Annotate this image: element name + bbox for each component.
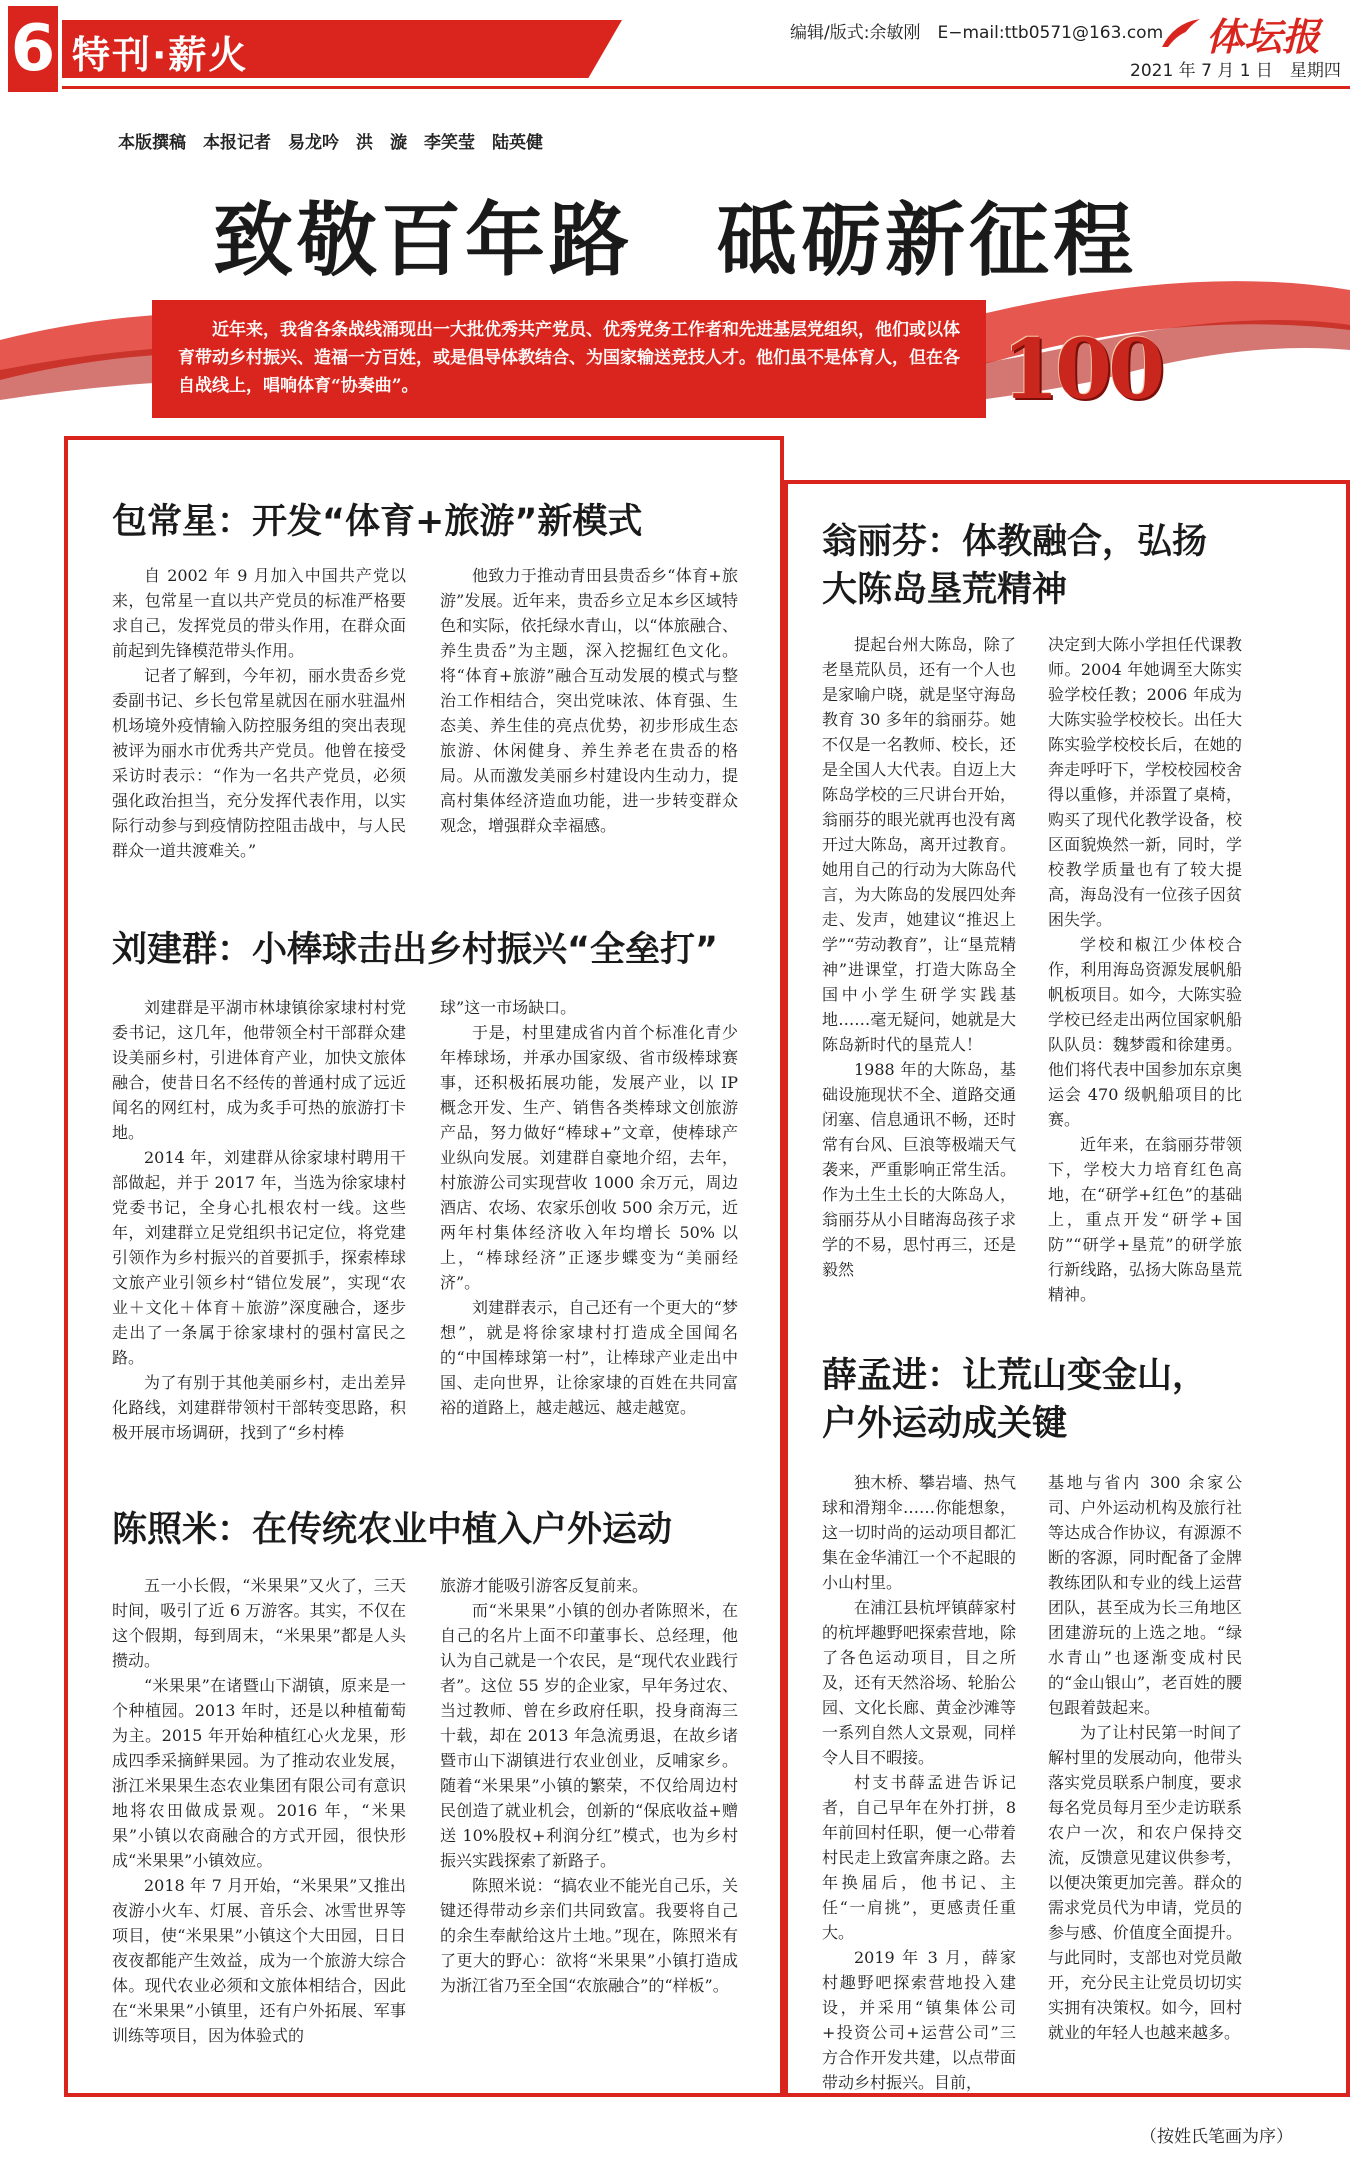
article-title-xue [822,1352,1207,1448]
paragraph: 而“米果果”小镇的创办者陈照米，在自己的名片上面不印董事长、总经理，他认为自己就是一个农民，是“现代农业践行者”。这位 55 岁的企业家，早年务过农、当过教师、曾在乡政府任职，投身商海三十载，却在 2013 年急流勇退，在故乡诸暨市山下湖镇进行农业创业，反哺家乡。随着“米果果”小镇的繁荣，不仅给周边村民创造了就业机会，创新的“保底收益+赠送 10%股权+利润分红”模式，也为乡村振兴实践探索了新路子。 [440,1601,738,1870]
byline: 本版撰稿 本报记者 易龙吟 洪 漩 李笑莹 陆英健 [118,133,543,153]
paragraph: 提起台州大陈岛，除了老垦荒队员，还有一个人也是家喻户晓，就是坚守海岛教育 30 多年的翁丽芬。她不仅是一名教师、校长，还是全国人大代表。自迈上大陈岛学校的三尺讲台开始，翁丽芬的眼光就再也没有离开过大陈岛，离开过教育。她用自己的行动为大陈岛代言，为大陈岛的发展四处奔走、发声，她建议“推迟上学”“劳动教育”，让“垦荒精神”进课堂，打造大陈岛全国中小学生研学实践基地……毫无疑问，她就是大陈岛新时代的垦荒人！ [822,635,1016,1054]
torch-icon [1160,17,1202,51]
paragraph: 独木桥、攀岩墙、热气球和滑翔伞……你能想象，这一切时尚的运动项目都汇集在金华浦江一个不起眼的小山村里。 [822,1473,1016,1592]
paragraph: 球”这一市场缺口。 [440,998,577,1017]
ordering-note: （按姓氏笔画为序） [1140,2127,1293,2147]
article-title-chen: 陈照米：在传统农业中植入户外运动 [112,1510,673,1550]
article-xue-col1 [822,1470,1016,2095]
paragraph: 刘建群表示，自己还有一个更大的“梦想”，就是将徐家埭村打造成全国闻名的“中国棒球第一村”，让棒球产业走出中国、走向世界，让徐家埭的百姓在共同富裕的道路上，越走越远、越走越宽。 [440,1298,738,1417]
page-number: 6 [8,6,58,92]
paragraph: 决定到大陈小学担任代课教师。2004 年她调至大陈实验学校任教；2006 年成为大陈实验学校校长。出任大陈实验学校校长后，在她的奔走呼吁下，学校校园校舍得以重修，并添置了桌椅，购买了现代化教学设备，校区面貌焕然一新，同时，学校教学质量也有了较大提高，海岛没有一位孩子因贫困失学。 [1048,635,1242,929]
paragraph: 他致力于推动青田县贵岙乡“体育+旅游”发展。近年来，贵岙乡立足本乡区域特色和实际，依托绿水青山，以“体旅融合、养生贵岙”为主题，深入挖掘红色文化。将“体育+旅游”融合互动发展的模式与整治工作相结合，突出党味浓、体育强、生态美、养生佳的亮点优势，初步形成生态旅游、休闲健身、养生养老在贵岙的格局。从而激发美丽乡村建设内生动力，提高村集体经济造血功能，进一步转变群众观念，增强群众幸福感。 [440,566,738,835]
article-title-weng [822,518,1207,614]
title-line: 翁丽芬：体教融合，弘扬 [822,522,1208,562]
title-line: 户外运动成关键 [822,1404,1068,1444]
intro-box [152,300,986,418]
paragraph: 刘建群是平湖市林埭镇徐家埭村村党委书记，这几年，他带领全村干部群众建设美丽乡村，引进体育产业，加快文旅体融合，使昔日名不经传的普通村成了远近闻名的网红村，成为炙手可热的旅游打卡地。 [112,998,406,1142]
title-line: 薛孟进：让荒山变金山， [822,1356,1208,1396]
article-liu-col1 [112,995,406,1445]
section-title: 特刊·薪火 [72,33,249,77]
paragraph: 旅游才能吸引游客反复前来。 [440,1576,649,1595]
paragraph: 学校和椒江少体校合作，利用海岛资源发展帆船帆板项目。如今，大陈实验学校已经走出两位国家帆船队队员：魏梦霞和徐建勇。他们将代表中国参加东京奥运会 470 级帆船项目的比赛。 [1048,935,1242,1129]
article-chen-col2 [440,1573,738,1998]
article-title-liu: 刘建群：小棒球击出乡村振兴“全垒打” [112,930,719,970]
paragraph: 近年来，在翁丽芬带领下，学校大力培育红色高地，在“研学+红色”的基础上，重点开发“研学+国防”“研学+垦荒”的研学旅行新线路，弘扬大陈岛垦荒精神。 [1048,1135,1242,1304]
paragraph: “米果果”在诸暨山下湖镇，原来是一个种植园。2013 年时，还是以种植葡萄为主。2015 年开始种植红心火龙果，形成四季采摘鲜果园。为了推动农业发展，浙江米果果生态农业集团有限公司有意识地将农田做成景观。2016 年，“米果果”小镇以农商融合的方式开园，很快形成“米果果”小镇效应。 [112,1676,406,1870]
paragraph: 2018 年 7 月开始，“米果果”又推出夜游小火车、灯展、音乐会、冰雪世界等项目，使“米果果”小镇这个大田园，日日夜夜都能产生效益，成为一个旅游大综合体。现代农业必须和文旅体相结合，因此在“米果果”小镇里，还有户外拓展、军事训练等项目，因为体验式的 [112,1876,406,2045]
paragraph: 村支书薛孟进告诉记者，自己早年在外打拼，8 年前回村任职，便一心带着村民走上致富奔康之路。去年换届后，他书记、主任“一肩挑”，更感责任重大。 [822,1773,1016,1942]
page-headline: 致敬百年路 砥砺新征程 [213,194,1137,287]
paragraph: 2019 年 3 月，薛家村趣野吧探索营地投入建设，并采用“镇集体公司+投资公司+运营公司”三方合作开发共建，以点带面带动乡村振兴。目前， [822,1948,1016,2092]
article-liu-col2 [440,995,738,1420]
paragraph: 2014 年，刘建群从徐家埭村聘用干部做起，并于 2017 年，当选为徐家埭村党委书记，全身心扎根农村一线。这些年，刘建群立足党组织书记定位，将党建引领作为乡村振兴的首要抓手，探索棒球文旅产业引领乡村“错位发展”，实现“农业＋文化＋体育＋旅游”深度融合，逐步走出了一条属于徐家埭村的强村富民之路。 [112,1148,406,1367]
newspaper-logo [1160,6,1320,61]
paragraph: 于是，村里建成省内首个标准化青少年棒球场，并承办国家级、省市级棒球赛事，还积极拓展功能，发展产业，以 IP 概念开发、生产、销售各类棒球文创旅游产品，努力做好“棒球+”文章，使棒球产业纵向发展。刘建群自豪地介绍，去年，村旅游公司实现营收 1000 余万元，周边酒店、农场、农家乐创收 500 余万元，近两年村集体经济收入年均增长 50% 以上，“棒球经济”正逐步蝶变为“美丽经济”。 [440,1023,738,1292]
paragraph: 五一小长假，“米果果”又火了，三天时间，吸引了近 6 万游客。其实，不仅在这个假期，每到周末，“米果果”都是人头攒动。 [112,1576,406,1670]
article-weng-col1 [822,632,1016,1282]
article-bao-col1 [112,563,406,863]
logo-text: 体坛报 [1206,14,1321,59]
masthead-rule [62,86,1350,89]
article-title-bao: 包常星：开发“体育+旅游”新模式 [112,502,643,542]
article-chen-col1 [112,1573,406,2048]
paragraph: 为了有别于其他美丽乡村，走出差异化路线，刘建群带领村干部转变思路，积极开展市场调研，找到了“乡村棒 [112,1373,406,1442]
paragraph: 陈照米说：“搞农业不能光自己乐，关键还得带动乡亲们共同致富。我要将自己的余生奉献给这片土地。”现在，陈照米有了更大的野心：欲将“米果果”小镇打造成为浙江省乃至全国“农旅融合”的“样板”。 [440,1876,738,1995]
article-weng-col2 [1048,632,1242,1307]
paragraph: 为了让村民第一时间了解村里的发展动向，他带头落实党员联系户制度，要求每名党员每月至少走访联系农户一次，和农户保持交流，反馈意见建议供参考，以便决策更加完善。群众的需求党员代为申请，党员的参与感、价值度全面提升。与此同时，支部也对党员敞开，充分民主让党员切切实实拥有决策权。如今，回村就业的年轻人也越来越多。 [1048,1723,1242,2042]
paragraph: 记者了解到，今年初，丽水贵岙乡党委副书记、乡长包常星就因在丽水驻温州机场境外疫情输入防控服务组的突出表现被评为丽水市优秀共产党员。他曾在接受采访时表示：“作为一名共产党员，必须强化政治担当，充分发挥代表作用，以实际行动参与到疫情防控阻击战中，与人民群众一道共渡难关。” [112,666,406,860]
paragraph: 在浦江县杭坪镇薛家村的杭坪趣野吧探索营地，除了各色运动项目，目之所及，还有天然浴场、轮胎公园、文化长廊、黄金沙滩等一系列自然人文景观，同样令人目不暇接。 [822,1598,1016,1767]
issue-date: 2021 年 7 月 1 日 星期四 [1130,61,1341,81]
paragraph: 基地与省内 300 余家公司、户外运动机构及旅行社等达成合作协议，有源源不断的客源，同时配备了金牌教练团队和专业的线上运营团队，甚至成为长三角地区团建游玩的上选之地。“绿水青山”也逐渐变成村民的“金山银山”，老百姓的腰包跟着鼓起来。 [1048,1473,1242,1717]
paragraph: 1988 年的大陈岛，基础设施现状不全、道路交通闭塞、信息通讯不畅，还时常有台风、巨浪等极端天气袭来，严重影响正常生活。作为土生土长的大陈岛人，翁丽芬从小目睹海岛孩子求学的不易，思忖再三，还是毅然 [822,1060,1016,1279]
article-bao-col2 [440,563,738,838]
intro-text: 近年来，我省各条战线涌现出一大批优秀共产党员、优秀党务工作者和先进基层党组织，他们或以体育带动乡村振兴、造福一方百姓，或是倡导体教结合、为国家输送竞技人才。他们虽不是体育人，但在各自战线上，唱响体育“协奏曲”。 [178,320,960,396]
masthead [0,0,1350,100]
centenary-emblem: 100 [1002,322,1162,418]
title-line: 大陈岛垦荒精神 [822,570,1068,610]
article-xue-col2 [1048,1470,1242,2045]
editor-info: 编辑/版式:余敏刚 E−mail:ttb0571@163.com [790,23,1164,43]
paragraph: 自 2002 年 9 月加入中国共产党以来，包常星一直以共产党员的标准严格要求自己，发挥党员的带头作用，在群众面前起到先锋模范带头作用。 [112,566,406,660]
